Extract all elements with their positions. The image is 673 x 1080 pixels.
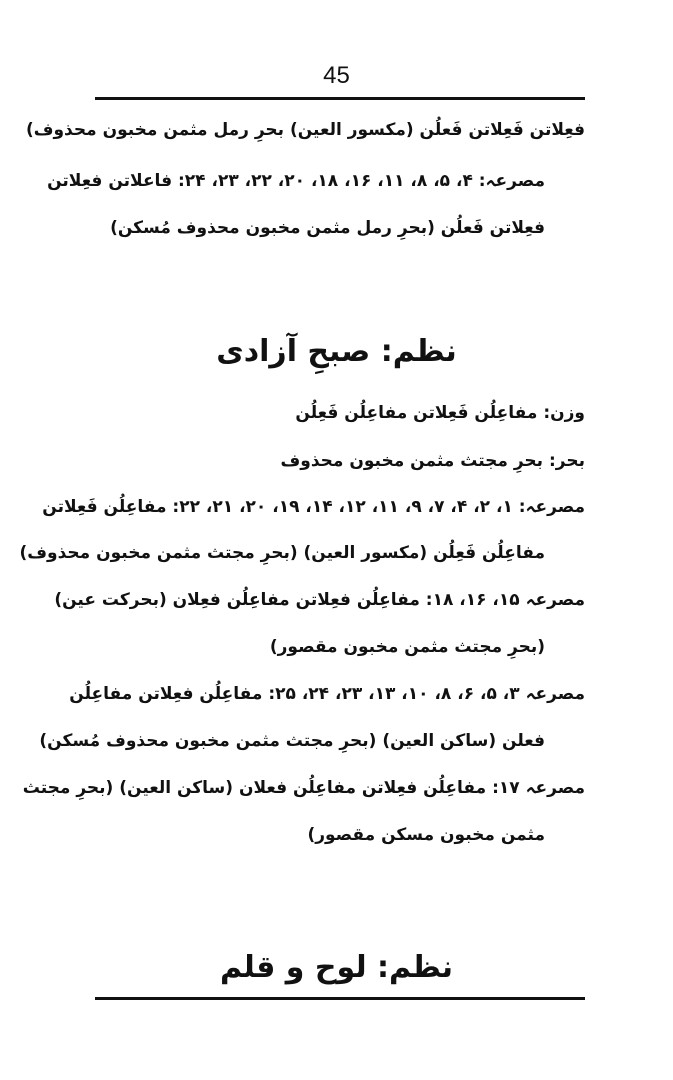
text-line: (بحرِ مجتث مثمن مخبون مقصور) [269, 637, 545, 657]
poem-title: نظم: صبحِ آزادی [216, 334, 457, 369]
top-rule [95, 97, 585, 100]
text-line: مصرعہ: ۱، ۲، ۴، ۷، ۹، ۱۱، ۱۲، ۱۴، ۱۹، ۲۰، ۲۱، ۲۲: مفاعِلُن فَعِلاتن [42, 497, 585, 517]
text-line: فعِلاتن فَعلُن (بحرِ رمل مثمن مخبون محذوف مُسکن) [110, 218, 545, 238]
text-line: مصرعہ ۳، ۵، ۶، ۸، ۱۰، ۱۳، ۲۳، ۲۴، ۲۵: مفاعِلُن فعِلاتن مفاعِلُن [69, 684, 585, 704]
page-number: 45 [323, 62, 350, 89]
poem-title-2: نظم: لوح و قلم [219, 950, 454, 985]
bottom-rule [95, 997, 585, 1000]
bahr-line: بحر: بحرِ مجتث مثمن مخبون محذوف [280, 451, 585, 471]
text-line: مفاعِلُن فَعِلُن (مکسور العین) (بحرِ مجتث مثمن مخبون محذوف) [19, 543, 545, 563]
text-line: مصرعہ: ۴، ۵، ۸، ۱۱، ۱۶، ۱۸، ۲۰، ۲۲، ۲۳، ۲۴: فاعلاتن فعِلاتن [47, 171, 545, 191]
text-line: مصرعہ ۱۵، ۱۶، ۱۸: مفاعِلُن فعِلاتن مفاعِلُن فعِلان (بحرکت عین) [54, 590, 585, 610]
meter-line: وزن: مفاعِلُن فَعِلاتن مفاعِلُن فَعِلُن [295, 403, 585, 423]
text-line: فعِلاتن فَعِلاتن فَعلُن (مکسور العین) بحرِ رمل مثمن مخبون محذوف) [25, 120, 585, 140]
text-line: مثمن مخبون مسکن مقصور) [307, 825, 545, 845]
text-line: فعلن (ساکن العین) (بحرِ مجتث مثمن مخبون محذوف مُسکن) [39, 731, 545, 751]
text-line: مصرعہ ۱۷: مفاعِلُن فعِلاتن مفاعِلُن فعلان (ساکن العین) (بحرِ مجتث [22, 778, 585, 798]
